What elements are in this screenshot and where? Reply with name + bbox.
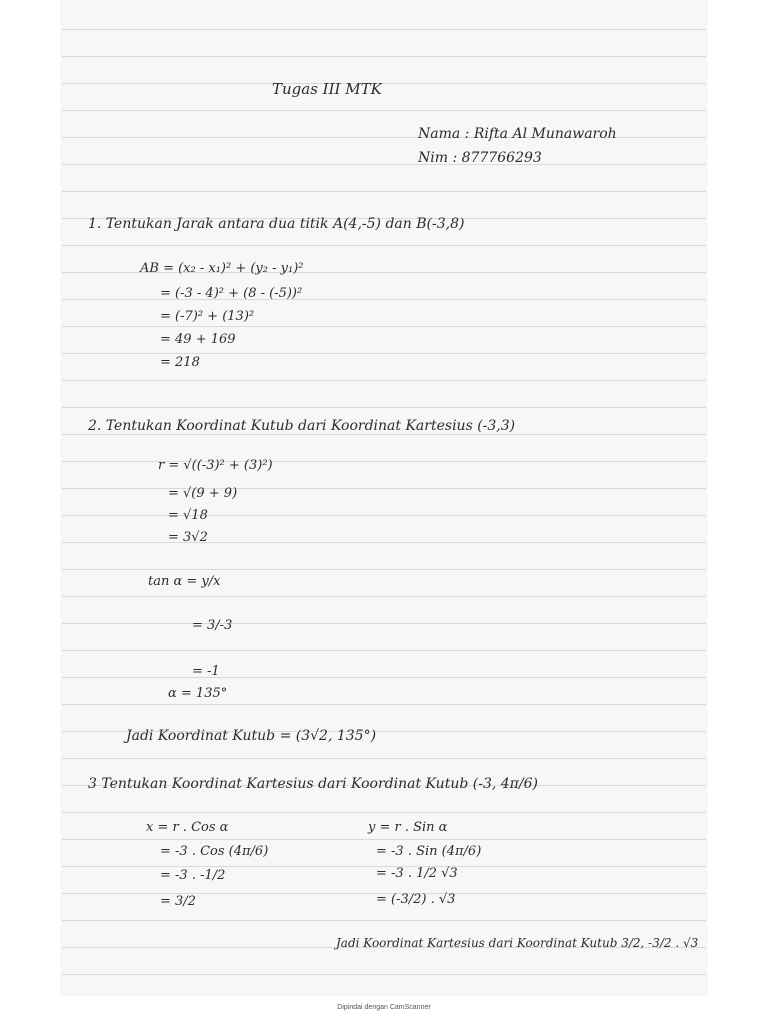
- q2-step: = 3/-3: [192, 618, 233, 633]
- student-nim: Nim : 877766293: [418, 150, 542, 166]
- q2-step: = -1: [192, 664, 220, 679]
- question-3: 3 Tentukan Koordinat Kartesius dari Koordinat Kutub (-3, 4π/6): [88, 776, 538, 792]
- q3-y-step: = (-3/2) . √3: [376, 892, 456, 907]
- q2-result: Jadi Koordinat Kutub = (3√2, 135°): [126, 728, 377, 744]
- q2-step: = √18: [168, 508, 208, 523]
- q3-result: Jadi Koordinat Kartesius dari Koordinat Kutub 3/2, -3/2 . √3: [336, 936, 699, 950]
- scanner-footer: Dipindai dengan CamScanner: [337, 1004, 431, 1011]
- student-name: Nama : Rifta Al Munawaroh: [418, 126, 617, 142]
- q2-step: r = √((-3)² + (3)²): [158, 458, 273, 473]
- question-2: 2. Tentukan Koordinat Kutub dari Koordinat Kartesius (-3,3): [88, 418, 516, 434]
- q3-y-step: y = r . Sin α: [368, 820, 448, 835]
- q2-step: = 3√2: [168, 530, 208, 545]
- q1-step: = 49 + 169: [160, 332, 236, 347]
- q1-step: = (-3 - 4)² + (8 - (-5))²: [160, 286, 303, 301]
- q3-x-step: x = r . Cos α: [146, 820, 229, 835]
- q3-y-step: = -3 . Sin (4π/6): [376, 844, 482, 859]
- q3-x-step: = -3 . Cos (4π/6): [160, 844, 269, 859]
- q1-step: = 218: [160, 355, 200, 370]
- question-1: 1. Tentukan Jarak antara dua titik A(4,-5) dan B(-3,8): [88, 216, 465, 232]
- q1-step: AB = (x₂ - x₁)² + (y₂ - y₁)²: [140, 261, 304, 276]
- q3-y-step: = -3 . 1/2 √3: [376, 866, 458, 881]
- page-title: Tugas III MTK: [272, 80, 382, 98]
- q3-x-step: = -3 . -1/2: [160, 868, 226, 883]
- q2-step: tan α = y/x: [148, 574, 221, 589]
- q1-step: = (-7)² + (13)²: [160, 309, 255, 324]
- q3-x-step: = 3/2: [160, 894, 196, 909]
- q2-step: α = 135°: [168, 686, 228, 701]
- q2-step: = √(9 + 9): [168, 486, 238, 501]
